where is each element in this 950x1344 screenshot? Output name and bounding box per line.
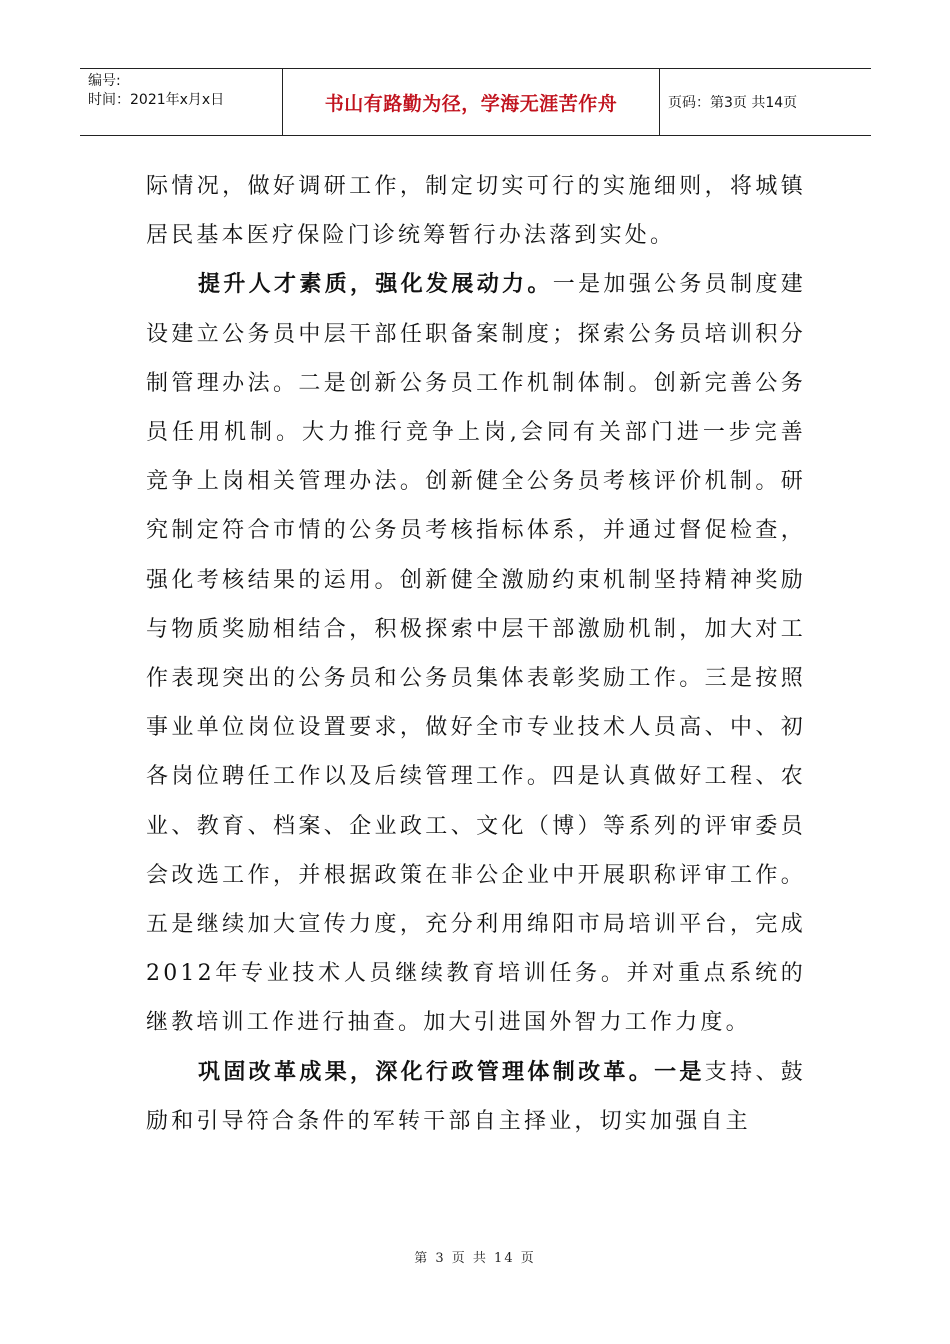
paragraph-reform [146, 1048, 806, 1146]
header-page-info: 页码：第3页 共14页 [668, 95, 798, 111]
number-label: 编号: [88, 73, 121, 89]
paragraph-continuation [146, 162, 806, 260]
date-label: 时间：2021年x月x日 [88, 92, 225, 108]
document-header [80, 68, 871, 136]
paragraph-talent [146, 260, 806, 1047]
page-footer: 第 3 页 共 14 页 [414, 1251, 536, 1266]
paragraph-text: 一是加强公务员制度建设建立公务员中层干部任职备案制度；探索公务员培训积分制管理办法。二是创新公务员工作机制体制。创新完善公务员任用机制。大力推行竞争上岗,会同有关部门进一步完善竞争上岗相关管理办法。创新健全公务员考核评价机制。研究制定符合市情的公务员考核指标体系，并通过督促检查，强化考核结果的运用。创新健全激励约束机制坚持精神奖励与物质奖励相结合，积极探索中层干部激励机制，加大对工作表现突出的公务员和公务员集体表彰奖励工作。三是按照事业单位岗位设置要求，做好全市专业技术人员高、中、初各岗位聘任工作以及后续管理工作。四是认真做好工程、农业、教育、档案、企业政工、文化（博）等系列的评审委员会改选工作，并根据政策在非公企业中开展职称评审工作。五是继续加大宣传力度，充分利用绵阳市局培训平台，完成2012年专业技术人员继续教育培训任务。并对重点系统的继教培训工作进行抽查。加大引进国外智力工作力度。 [146, 272, 806, 1036]
document-body [146, 162, 806, 1146]
header-motto: 书山有路勤为径，学海无涯苦作舟 [283, 69, 660, 135]
paragraph-text: 际情况，做好调研工作，制定切实可行的实施细则，将城镇居民基本医疗保险门诊统筹暂行办法落到实处。 [146, 174, 806, 249]
paragraph-text: 支持、鼓励和引导符合条件的军转干部自主择业，切实加强自主 [146, 1059, 806, 1134]
paragraph-heading: 提升人才素质，强化发展动力。 [198, 271, 553, 298]
paragraph-heading: 巩固改革成果，深化行政管理体制改革。一是 [198, 1058, 705, 1085]
header-meta-cell [80, 69, 283, 135]
